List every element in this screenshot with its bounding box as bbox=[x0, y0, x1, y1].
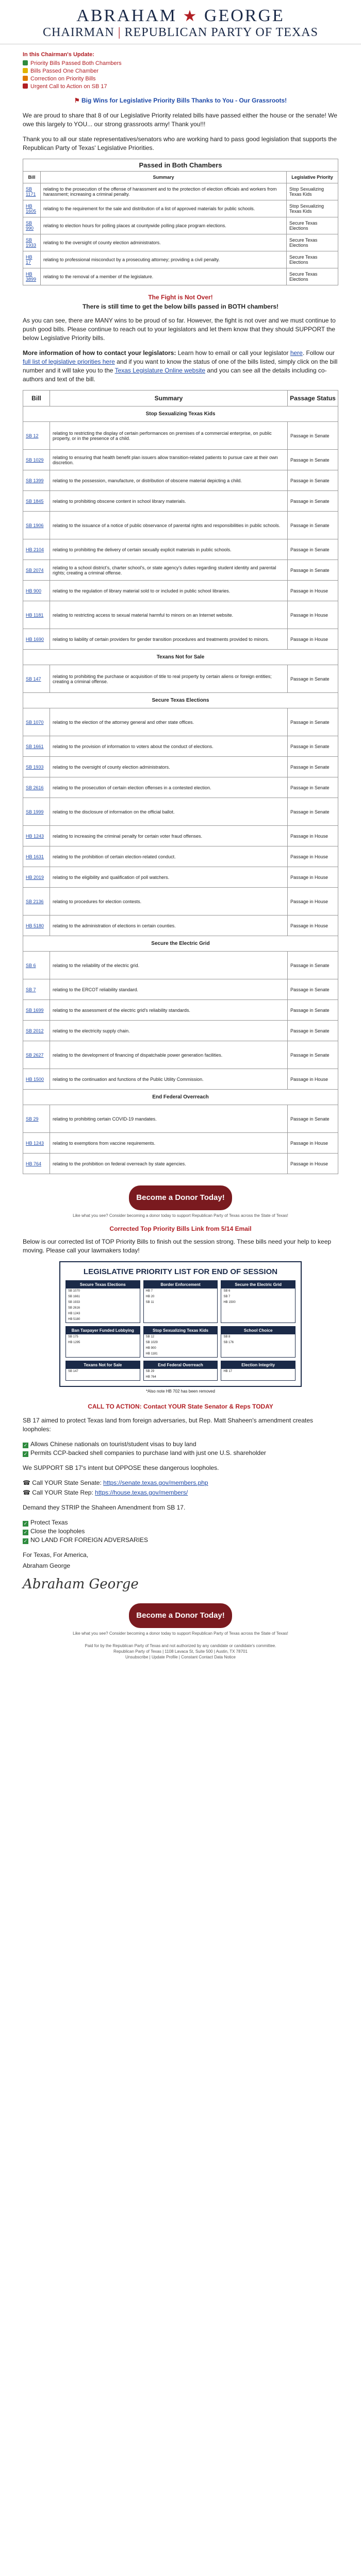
loophole-list bbox=[23, 1440, 338, 1458]
demand-line: Demand they STRIP the Shaheen Amendment from SB 17. bbox=[23, 1504, 186, 1511]
bill-summary: relating to the electricity supply chain. bbox=[50, 1021, 288, 1041]
priority-bill: HB 5180 bbox=[68, 1318, 80, 1321]
priority-category bbox=[143, 1326, 218, 1358]
category-name: End Federal Overreach bbox=[23, 1090, 338, 1105]
col-summary: Summary bbox=[41, 172, 287, 183]
priority-bill: HB 20 bbox=[145, 1295, 155, 1298]
bill-link[interactable]: HB 1181 bbox=[23, 601, 50, 629]
priority-bill: HB 764 bbox=[145, 1376, 156, 1379]
category-name: Texans Not for Sale bbox=[23, 650, 338, 665]
priority-bill: HB 1181 bbox=[145, 1352, 158, 1355]
table-row bbox=[23, 1133, 338, 1154]
correction-body: Below is our corrected list of TOP Priority Bills to finish out the session strong. These bills need your help to keep moving. Please call your lawmakers today! bbox=[23, 1238, 332, 1254]
priority-bill: SB 6 bbox=[223, 1290, 231, 1293]
bill-link[interactable]: SB 1171 bbox=[23, 183, 41, 200]
passage-status: Passage in House bbox=[288, 601, 338, 629]
bill-summary: relating to the prohibition of certain election-related conduct. bbox=[50, 846, 288, 867]
priority-bill: SB 147 bbox=[68, 1370, 78, 1373]
bill-priority: Secure Texas Elections bbox=[287, 251, 338, 268]
priority-category-header: Election Integrity bbox=[221, 1361, 295, 1369]
bill-summary: relating to prohibiting certain COVID-19 mandates. bbox=[50, 1105, 288, 1133]
table-row bbox=[23, 251, 338, 268]
passage-status: Passage in Senate bbox=[288, 979, 338, 1000]
passage-status: Passage in House bbox=[288, 1069, 338, 1090]
priority-bill: HB 900 bbox=[145, 1347, 156, 1350]
bill-summary: relating to increasing the criminal penalty for certain voter fraud offenses. bbox=[50, 826, 288, 846]
issue-item: Urgent Call to Action on SB 17 bbox=[23, 83, 338, 91]
passage-status: Passage in Senate bbox=[288, 736, 338, 757]
table-row bbox=[23, 470, 338, 491]
priority-category-header: School Choice bbox=[221, 1327, 295, 1334]
bill-link[interactable]: SB 147 bbox=[23, 665, 50, 693]
passage-status: Passage in Senate bbox=[288, 777, 338, 798]
bill-link[interactable]: SB 1029 bbox=[23, 450, 50, 470]
big-wins-banner: ⚑ Big Wins for Legislative Priority Bills Thanks to You - Our Grassroots! bbox=[74, 97, 287, 104]
bill-link[interactable]: HB 1500 bbox=[23, 1069, 50, 1090]
passage-status: Passage in Senate bbox=[288, 798, 338, 826]
bill-priority: Secure Texas Elections bbox=[287, 217, 338, 234]
passage-status: Passage in Senate bbox=[288, 665, 338, 693]
table-row bbox=[23, 629, 338, 650]
phone-icon: ☎ bbox=[23, 1489, 30, 1496]
category-row bbox=[23, 1090, 338, 1105]
passage-status: Passage in House bbox=[288, 629, 338, 650]
bill-link[interactable]: HB 1243 bbox=[23, 1133, 50, 1154]
passage-status: Passage in House bbox=[288, 888, 338, 916]
table-row bbox=[23, 736, 338, 757]
priority-bill: HB 1295 bbox=[68, 1341, 80, 1344]
senate-link[interactable]: https://senate.texas.gov/members.php bbox=[103, 1479, 208, 1486]
priority-category-header: Secure Texas Elections bbox=[66, 1281, 140, 1289]
bill-link[interactable]: HB 1605 bbox=[23, 200, 41, 217]
donate-button[interactable]: Become a Donor Today! bbox=[129, 1185, 232, 1210]
color-square-icon bbox=[23, 76, 28, 81]
table-row bbox=[23, 1000, 338, 1021]
table-row bbox=[23, 1021, 338, 1041]
category-row bbox=[23, 936, 338, 952]
passage-status: Passage in Senate bbox=[288, 757, 338, 777]
category-row bbox=[23, 650, 338, 665]
color-square-icon bbox=[23, 60, 28, 65]
table-row bbox=[23, 665, 338, 693]
bill-link[interactable]: HB 5180 bbox=[23, 916, 50, 936]
priority-category-header: Border Enforcement bbox=[144, 1281, 218, 1289]
priority-category bbox=[221, 1326, 296, 1358]
passage-status: Passage in Senate bbox=[288, 1041, 338, 1069]
bill-summary: relating to the provision of information to voters about the conduct of elections. bbox=[50, 736, 288, 757]
bill-summary: relating to the development of financing of dispatchable power generation facilities. bbox=[50, 1041, 288, 1069]
table-row bbox=[23, 826, 338, 846]
col-priority: Legislative Priority bbox=[287, 172, 338, 183]
list-item: ✓ NO LAND FOR FOREIGN ADVERSARIES bbox=[23, 1536, 149, 1544]
bill-link[interactable]: SB 7 bbox=[23, 979, 50, 1000]
bill-link[interactable]: HB 1243 bbox=[23, 826, 50, 846]
passage-status: Passage in House bbox=[288, 1154, 338, 1174]
closing-name: Abraham George bbox=[23, 1562, 71, 1569]
call-paragraph-1: SB 17 aimed to protect Texas land from foreign adversaries, but Rep. Matt Shaheen's amendment creates loopholes: bbox=[23, 1417, 314, 1433]
category-name: Secure Texas Elections bbox=[23, 693, 338, 708]
closing-line: For Texas, For America, bbox=[23, 1551, 89, 1558]
bill-summary: relating to the election of the attorney general and other state offices. bbox=[50, 708, 288, 736]
priority-list-grid bbox=[65, 1280, 296, 1381]
bill-link[interactable]: SB 6 bbox=[23, 952, 50, 979]
priority-list-foot: *Also note HB 702 has been removed bbox=[146, 1389, 215, 1394]
bill-link[interactable]: HB 2019 bbox=[23, 867, 50, 888]
col-status: Passage Status bbox=[288, 391, 338, 406]
priority-category bbox=[65, 1326, 140, 1358]
priority-category bbox=[221, 1280, 296, 1323]
color-square-icon bbox=[23, 83, 28, 89]
bill-link[interactable]: SB 29 bbox=[23, 1105, 50, 1133]
intro-paragraph-1: We are proud to share that 8 of our Legislative Priority related bills have passed either the house or the senate! We owe this largely to YOU... our strong grassroots army! Thank you!!! bbox=[23, 112, 337, 128]
check-icon: ✓ bbox=[23, 1530, 28, 1535]
priority-bill: HB 1500 bbox=[223, 1301, 236, 1304]
mid-paragraph-2: More information of how to contact your legislators: Learn how to email or call your legislator here. Follow our full list of legislative priorities here and if you want to know the status of one of the bills listed, simply click on the bill number and it will take you to the Texas Legislature Online website and you can see all the details including co-authors and text of the bill. bbox=[23, 349, 338, 383]
passage-status: Passage in Senate bbox=[288, 539, 338, 560]
table-row bbox=[23, 268, 338, 285]
bill-summary: relating to the requirement for the sale and distribution of a list of approved materials for public schools. bbox=[41, 200, 287, 217]
priority-bill: SB 176 bbox=[223, 1341, 234, 1344]
bill-summary: relating to the prohibition on federal overreach by state agencies. bbox=[50, 1154, 288, 1174]
bill-link[interactable]: HB 17 bbox=[23, 251, 41, 268]
priority-category-header: Secure the Electric Grid bbox=[221, 1281, 295, 1289]
call-rep-line: ☎ Call YOUR State Rep: https://house.texas.gov/members/ bbox=[23, 1489, 188, 1496]
bill-summary: relating to restricting access to sexual material harmful to minors on an Internet website. bbox=[50, 601, 288, 629]
passage-status: Passage in Senate bbox=[288, 560, 338, 581]
bill-link[interactable]: SB 1845 bbox=[23, 491, 50, 512]
rep-link[interactable]: https://house.texas.gov/members/ bbox=[95, 1489, 188, 1496]
logo-first-name: ABRAHAM bbox=[76, 6, 177, 25]
donate-wrap bbox=[23, 1185, 338, 1210]
bill-link[interactable]: SB 1070 bbox=[23, 708, 50, 736]
issue-item: Priority Bills Passed Both Chambers bbox=[23, 60, 338, 67]
check-icon: ✓ bbox=[23, 1538, 28, 1544]
bill-summary: relating to the ERCOT reliability standard. bbox=[50, 979, 288, 1000]
list-item: ✓ Protect Texas bbox=[23, 1519, 68, 1526]
priority-bill: SB 1933 bbox=[68, 1301, 80, 1304]
table-row bbox=[23, 234, 338, 251]
bill-summary: relating to election hours for polling places at countywide polling place program elections. bbox=[41, 217, 287, 234]
bill-summary: relating to a school district's, charter school's, or state agency's duties regarding student identity and parental rights; creating a criminal offense. bbox=[50, 560, 288, 581]
bill-summary: relating to the assessment of the electric grid's reliability standards. bbox=[50, 1000, 288, 1021]
bill-summary: relating to professional misconduct by a prosecuting attorney; providing a civil penalty. bbox=[41, 251, 287, 268]
list-item: ✓ Permits CCP-backed shell companies to purchase land with just one U.S. shareholder bbox=[23, 1449, 266, 1456]
bill-summary: relating to the prosecution of certain election offenses in a contested election. bbox=[50, 777, 288, 798]
footer-links[interactable]: Unsubscribe | Update Profile | Constant Contact Data Notice bbox=[125, 1655, 236, 1659]
bill-link[interactable]: SB 1906 bbox=[23, 512, 50, 539]
bill-summary: relating to the eligibility and qualification of poll watchers. bbox=[50, 867, 288, 888]
table-row bbox=[23, 450, 338, 470]
priority-category-header: Texans Not for Sale bbox=[66, 1361, 140, 1369]
category-row bbox=[23, 693, 338, 708]
table-row bbox=[23, 979, 338, 1000]
bill-summary: relating to procedures for election contests. bbox=[50, 888, 288, 916]
passage-status: Passage in House bbox=[288, 581, 338, 601]
bill-link[interactable]: SB 1699 bbox=[23, 1000, 50, 1021]
fight-heading: The Fight is Not Over! bbox=[148, 294, 213, 301]
bill-summary: relating to exemptions from vaccine requirements. bbox=[50, 1133, 288, 1154]
contact-here-link[interactable]: here bbox=[290, 349, 303, 357]
passage-status: Passage in Senate bbox=[288, 1105, 338, 1133]
priority-category bbox=[221, 1361, 296, 1381]
priority-bill: SB 8 bbox=[223, 1335, 231, 1338]
table-row bbox=[23, 581, 338, 601]
category-name: Stop Sexualizing Texas Kids bbox=[23, 406, 338, 422]
issue-heading: In this Chairman's Update: bbox=[23, 52, 94, 58]
donate-note: Like what you see? Consider becoming a donor today to support Republican Party of Texas across the State of Texas! bbox=[73, 1213, 288, 1218]
table-row bbox=[23, 798, 338, 826]
intro-paragraph-2: Thank you to all our state representatives/senators who are working hard to pass good legislation that supports the Republican Party of Texas' Legislative Priorities. bbox=[23, 135, 337, 151]
bill-summary: relating to prohibiting the delivery of certain sexually explicit materials in public schools. bbox=[50, 539, 288, 560]
bill-summary: relating to prohibiting obscene content in school library materials. bbox=[50, 491, 288, 512]
table-row bbox=[23, 1069, 338, 1090]
logo-name bbox=[0, 7, 361, 25]
table-row bbox=[23, 1154, 338, 1174]
priority-bill: SB 1070 bbox=[68, 1290, 80, 1293]
call-senate-line: ☎ Call YOUR State Senate: https://senate.texas.gov/members.php bbox=[23, 1479, 208, 1486]
list-item: ✓ Allows Chinese nationals on tourist/student visas to buy land bbox=[23, 1440, 196, 1448]
issue-item: Correction on Priority Bills bbox=[23, 75, 338, 83]
phone-icon: ☎ bbox=[23, 1479, 30, 1486]
passage-status: Passage in Senate bbox=[288, 422, 338, 450]
priority-bill: SB 175 bbox=[68, 1335, 78, 1338]
table-row bbox=[23, 952, 338, 979]
table-row bbox=[23, 1105, 338, 1133]
bill-priority: Stop Sexualizing Texas Kids bbox=[287, 183, 338, 200]
mid-paragraph-1: As you can see, there are MANY wins to be proud of so far. However, the fight is not over and we must continue to push good bills. Please continue to reach out to your legislators and let them know that they should SUPPORT the below Legislative Priority bills. bbox=[23, 317, 336, 342]
table-row bbox=[23, 708, 338, 736]
category-name: Secure the Electric Grid bbox=[23, 936, 338, 952]
bill-link[interactable]: SB 2627 bbox=[23, 1041, 50, 1069]
col-bill: Bill bbox=[23, 391, 50, 406]
bill-summary: relating to the regulation of library material sold to or included in public school libraries. bbox=[50, 581, 288, 601]
table-row bbox=[23, 867, 338, 888]
priority-category-header: End Federal Overreach bbox=[144, 1361, 218, 1369]
bill-summary: relating to ensuring that health benefit plan issuers allow transition-related patients to pursue care at their own discretion. bbox=[50, 450, 288, 470]
email-footer: Paid for by the Republican Party of Texas and not authorized by any candidate or candidate's committee. Republican Party of Texas | 1108 Lavaca St, Suite 500 | Austin, TX 78701 Unsubscribe | Update Profile | Constant Contact Data Notice bbox=[23, 1643, 338, 1660]
logo-subtitle: CHAIRMAN | REPUBLICAN PARTY OF TEXAS bbox=[43, 26, 318, 39]
col-summary: Summary bbox=[50, 391, 288, 406]
issue-item: Bills Passed One Chamber bbox=[23, 67, 338, 75]
list-item: ✓ Close the loopholes bbox=[23, 1528, 85, 1535]
priority-category bbox=[143, 1361, 218, 1381]
passage-status: Passage in Senate bbox=[288, 470, 338, 491]
table-row bbox=[23, 1041, 338, 1069]
call-to-action-title: CALL TO ACTION: Contact YOUR State Senator & Reps TODAY bbox=[88, 1403, 273, 1410]
bill-link[interactable]: SB 1933 bbox=[23, 234, 41, 251]
bill-link[interactable]: HB 3899 bbox=[23, 268, 41, 285]
in-this-issue bbox=[23, 52, 338, 91]
bill-link[interactable]: HB 1631 bbox=[23, 846, 50, 867]
bill-link[interactable]: SB 1399 bbox=[23, 470, 50, 491]
bill-link[interactable]: SB 2012 bbox=[23, 1021, 50, 1041]
bill-link[interactable]: SB 1661 bbox=[23, 736, 50, 757]
passage-status: Passage in Senate bbox=[288, 952, 338, 979]
bill-summary: relating to the possession, manufacture, or distribution of obscene material depicting a child. bbox=[50, 470, 288, 491]
priority-bill: HB 7 bbox=[145, 1290, 153, 1293]
passage-status: Passage in House bbox=[288, 826, 338, 846]
category-row bbox=[23, 406, 338, 422]
passage-status: Passage in House bbox=[288, 867, 338, 888]
bill-link[interactable]: SB 2616 bbox=[23, 777, 50, 798]
bill-summary: relating to the oversight of county election administrators. bbox=[50, 757, 288, 777]
bill-summary: relating to liability of certain providers for gender transition procedures and treatments provided to minors. bbox=[50, 629, 288, 650]
passed-table-title: Passed in Both Chambers bbox=[23, 159, 338, 171]
priorities-link[interactable]: full list of legislative priorities here bbox=[23, 358, 115, 365]
bill-priority: Secure Texas Elections bbox=[287, 234, 338, 251]
passage-status: Passage in Senate bbox=[288, 512, 338, 539]
passage-status: Passage in Senate bbox=[288, 708, 338, 736]
table-row bbox=[23, 916, 338, 936]
bill-link[interactable]: HB 2104 bbox=[23, 539, 50, 560]
flag-icon: ⚑ bbox=[74, 97, 80, 104]
priority-bill: SB 11 bbox=[145, 1301, 154, 1304]
passage-status: Passage in House bbox=[288, 846, 338, 867]
still-time-heading: There is still time to get the below bills passed in BOTH chambers! bbox=[82, 303, 279, 310]
bills-table bbox=[23, 390, 338, 1174]
passage-status: Passage in House bbox=[288, 1133, 338, 1154]
priority-category-header: Stop Sexualizing Texas Kids bbox=[144, 1327, 218, 1334]
check-icon: ✓ bbox=[23, 1521, 28, 1526]
bill-summary: relating to the removal of a member of the legislature. bbox=[41, 268, 287, 285]
bill-link[interactable]: SB 2136 bbox=[23, 888, 50, 916]
priority-category-header: Ban Taxpayer Funded Lobbying bbox=[66, 1327, 140, 1334]
protect-list bbox=[23, 1518, 338, 1545]
bill-link[interactable]: HB 764 bbox=[23, 1154, 50, 1174]
priority-list-title: LEGISLATIVE PRIORITY LIST FOR END OF SESSION bbox=[83, 1267, 278, 1276]
call-paragraph-2: We SUPPORT SB 17's intent but OPPOSE these dangerous loopholes. bbox=[23, 1464, 219, 1471]
bill-summary: relating to the administration of elections in certain counties. bbox=[50, 916, 288, 936]
donate-button-2[interactable]: Become a Donor Today! bbox=[129, 1603, 232, 1628]
table-row bbox=[23, 888, 338, 916]
priority-list-graphic bbox=[59, 1261, 302, 1387]
logo-last-name: GEORGE bbox=[204, 6, 285, 25]
bill-link[interactable]: SB 12 bbox=[23, 422, 50, 450]
signature: Abraham George bbox=[23, 1577, 139, 1592]
bill-link[interactable]: HB 900 bbox=[23, 581, 50, 601]
table-row bbox=[23, 422, 338, 450]
check-icon: ✓ bbox=[23, 1443, 28, 1448]
table-row bbox=[23, 217, 338, 234]
donate-note-2: Like what you see? Consider becoming a donor today to support Republican Party of Texas across the State of Texas! bbox=[73, 1631, 288, 1636]
email-content bbox=[0, 52, 361, 1660]
bill-summary: relating to the continuation and functions of the Public Utility Commission. bbox=[50, 1069, 288, 1090]
passed-table bbox=[23, 171, 338, 285]
priority-bill: SB 29 bbox=[145, 1370, 155, 1373]
priority-bill: SB 7 bbox=[223, 1295, 231, 1298]
priority-bill: SB 2616 bbox=[68, 1307, 80, 1310]
bill-link[interactable]: HB 1690 bbox=[23, 629, 50, 650]
table-row bbox=[23, 757, 338, 777]
priority-category bbox=[65, 1280, 140, 1323]
correction-title: Corrected Top Priority Bills Link from 5/14 Email bbox=[109, 1225, 252, 1232]
check-icon: ✓ bbox=[23, 1451, 28, 1456]
passage-status: Passage in Senate bbox=[288, 1000, 338, 1021]
passage-status: Passage in House bbox=[288, 916, 338, 936]
bill-link[interactable]: SB 1999 bbox=[23, 798, 50, 826]
star-icon: ★ bbox=[183, 8, 199, 25]
priority-bill: SB 12 bbox=[145, 1335, 155, 1338]
separator-bar: | bbox=[118, 26, 121, 39]
priority-bill: SB 1029 bbox=[145, 1341, 158, 1344]
table-row bbox=[23, 560, 338, 581]
issue-list bbox=[23, 60, 338, 91]
priority-bill: HB 1243 bbox=[68, 1312, 80, 1315]
col-bill: Bill bbox=[23, 172, 41, 183]
priority-bill: HB 17 bbox=[223, 1370, 233, 1373]
passage-status: Passage in Senate bbox=[288, 1021, 338, 1041]
email-header bbox=[0, 0, 361, 44]
bill-link[interactable]: SB 2074 bbox=[23, 560, 50, 581]
priority-bill: SB 1661 bbox=[68, 1295, 80, 1298]
table-row bbox=[23, 183, 338, 200]
bill-summary: relating to the disclosure of information on the official ballot. bbox=[50, 798, 288, 826]
bill-link[interactable]: SB 990 bbox=[23, 217, 41, 234]
bill-summary: relating to restricting the display of certain performances on premises of a commercial enterprise, on public property, or in the presence of a child. bbox=[50, 422, 288, 450]
table-row bbox=[23, 491, 338, 512]
tlo-link[interactable]: Texas Legislature Online website bbox=[114, 367, 205, 374]
priority-category bbox=[143, 1280, 218, 1323]
color-square-icon bbox=[23, 68, 28, 73]
bill-summary: relating to the prosecution of the offense of harassment and to the protection of election officials and workers from harassment; increasing a criminal penalty. bbox=[41, 183, 287, 200]
table-row bbox=[23, 777, 338, 798]
bill-summary: relating to the oversight of county election administrators. bbox=[41, 234, 287, 251]
bill-link[interactable]: SB 1933 bbox=[23, 757, 50, 777]
table-row bbox=[23, 601, 338, 629]
bill-summary: relating to the reliability of the electric grid. bbox=[50, 952, 288, 979]
passed-both-table bbox=[23, 159, 338, 285]
bill-summary: relating to the issuance of a notice of public observance of parental rights and responsibilities in public schools. bbox=[50, 512, 288, 539]
donate-wrap-2 bbox=[23, 1603, 338, 1628]
table-row bbox=[23, 512, 338, 539]
bill-priority: Stop Sexualizing Texas Kids bbox=[287, 200, 338, 217]
table-row bbox=[23, 539, 338, 560]
table-row bbox=[23, 200, 338, 217]
bill-priority: Secure Texas Elections bbox=[287, 268, 338, 285]
priority-category bbox=[65, 1361, 140, 1381]
table-row bbox=[23, 846, 338, 867]
bill-summary: relating to prohibiting the purchase or acquisition of title to real property by certain aliens or foreign entities; creating a criminal offense. bbox=[50, 665, 288, 693]
passage-status: Passage in Senate bbox=[288, 450, 338, 470]
passage-status: Passage in Senate bbox=[288, 491, 338, 512]
